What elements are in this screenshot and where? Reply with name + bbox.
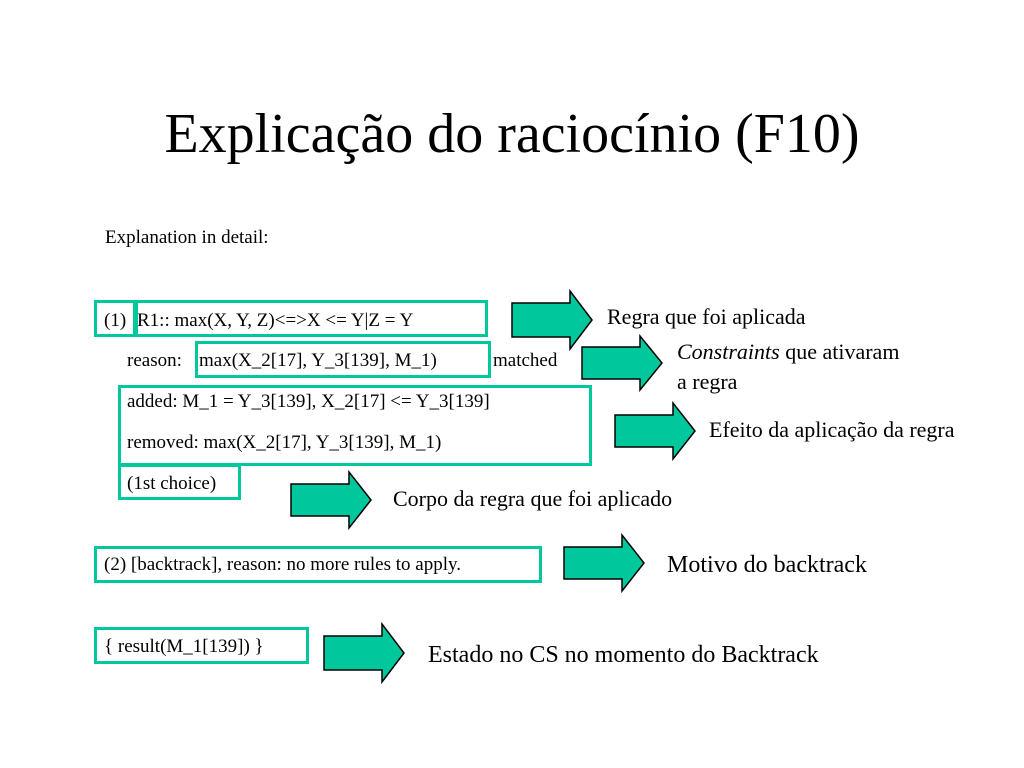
note-constraints [677, 337, 899, 367]
right-arrow-icon [322, 622, 406, 684]
reason-value: max(X_2[17], Y_3[139], M_1) [199, 350, 437, 371]
reason-label: reason: [127, 350, 182, 371]
note-effect: Efeito da aplicação da regra [709, 417, 955, 442]
reason-suffix: matched [493, 350, 558, 371]
rule-highlight [135, 300, 488, 337]
right-arrow-icon [562, 533, 646, 593]
effect-highlight [118, 385, 592, 466]
note-constraints-line2: a regra [677, 369, 738, 394]
page-title: Explicação do raciocínio (F10) [164, 103, 860, 165]
note-backtrack-reason: Motivo do backtrack [667, 552, 867, 578]
note-constraints-rest: que ativaram [785, 339, 900, 364]
right-arrow-icon [613, 401, 697, 461]
result-line: { result(M_1[139]) } [104, 636, 264, 657]
note-rule-applied: Regra que foi aplicada [607, 304, 806, 329]
choice-line: (1st choice) [127, 473, 217, 494]
note-cs-state: Estado no CS no momento do Backtrack [428, 642, 819, 668]
step-number-highlight [94, 300, 136, 337]
note-constraints-em: Constraints [677, 339, 780, 364]
removed-line: removed: max(X_2[17], Y_3[139], M_1) [127, 432, 442, 453]
step2-line: (2) [backtrack], reason: no more rules to apply. [104, 554, 461, 575]
step1-rule: R1:: max(X, Y, Z)<=>X <= Y|Z = Y [137, 310, 414, 331]
choice-highlight [118, 464, 241, 500]
step1-number: (1) [104, 310, 127, 331]
added-line: added: M_1 = Y_3[139], X_2[17] <= Y_3[139] [127, 391, 490, 412]
note-body: Corpo da regra que foi aplicado [393, 486, 673, 511]
right-arrow-icon [580, 334, 664, 392]
subtitle: Explanation in detail: [105, 227, 269, 248]
reason-highlight [195, 341, 491, 378]
result-highlight [94, 627, 309, 664]
right-arrow-icon [289, 470, 373, 530]
backtrack-highlight [94, 546, 542, 583]
